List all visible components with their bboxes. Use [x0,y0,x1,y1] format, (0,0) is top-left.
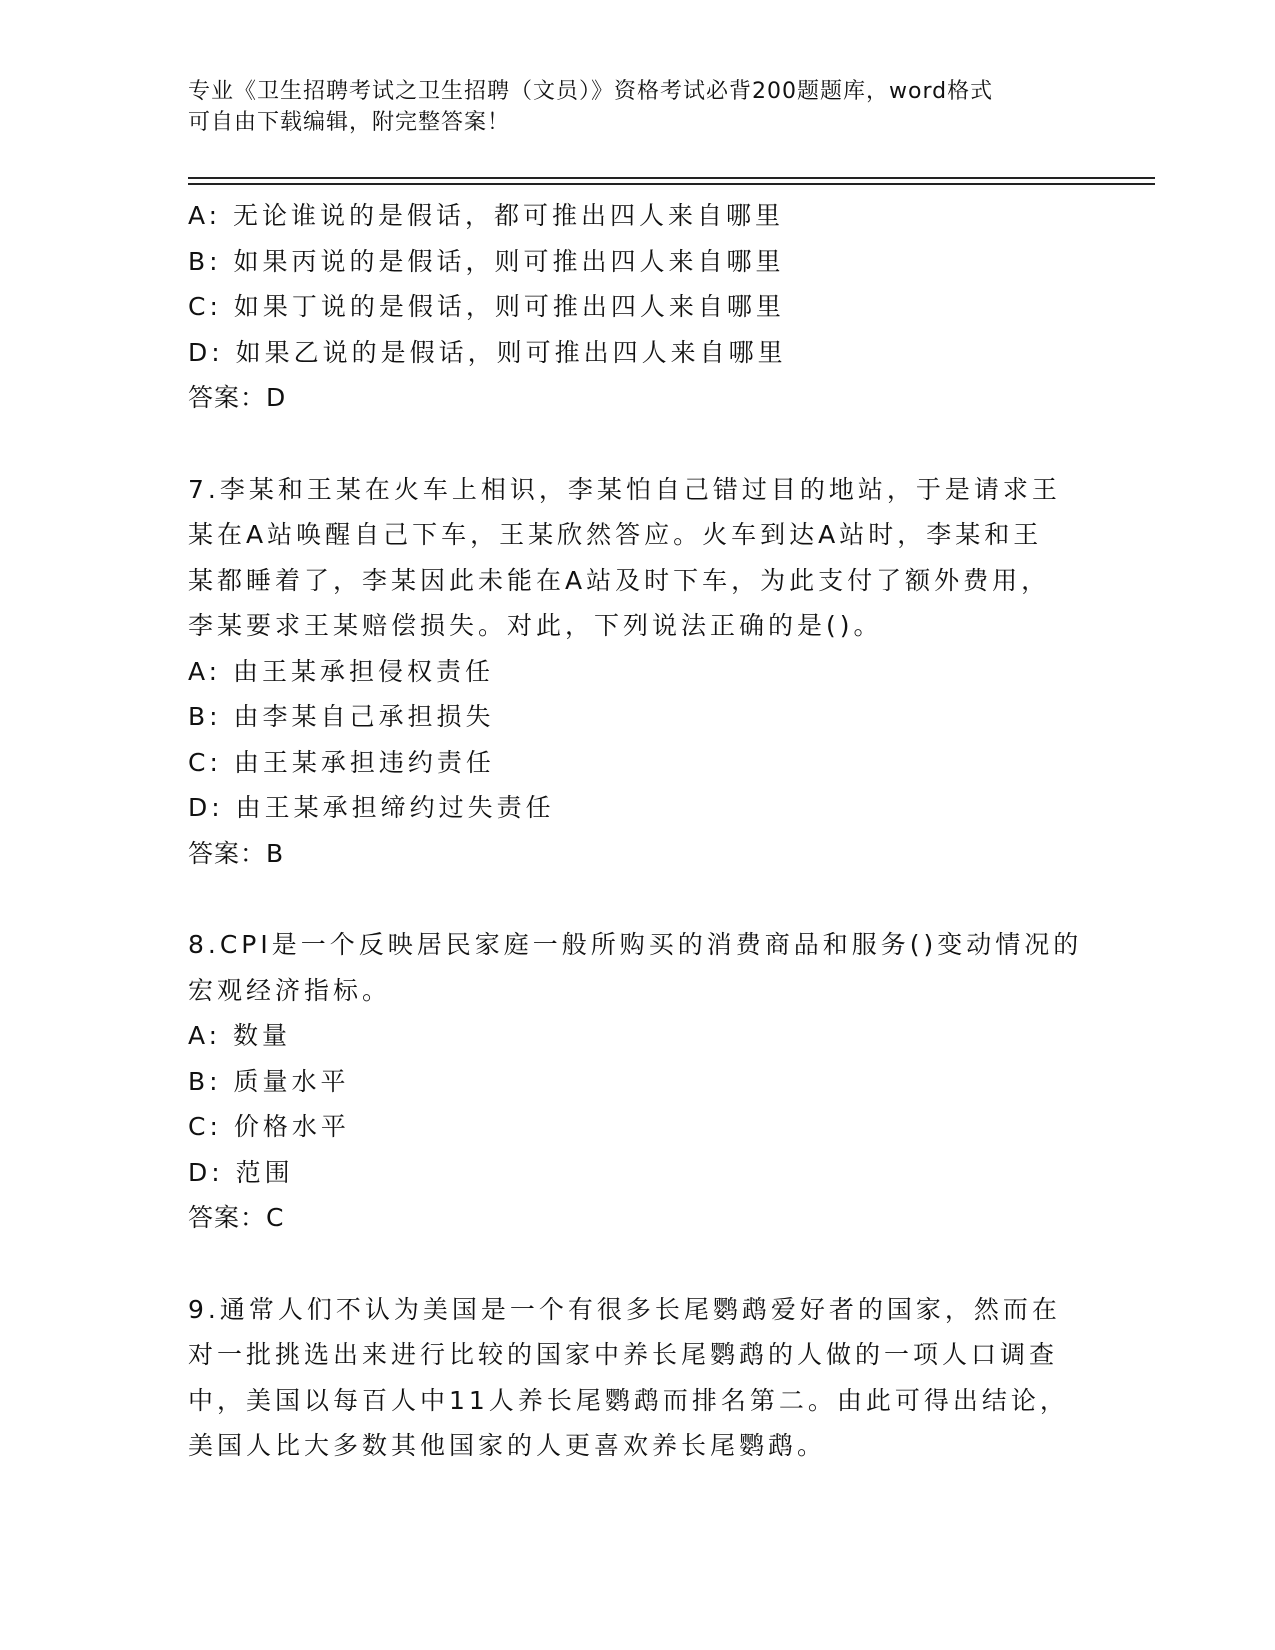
option-c: C: 如果丁说的是假话，则可推出四人来自哪里 [188,292,785,321]
question-9-block [188,1287,1088,1469]
answer-line: 答案：C [188,1203,285,1232]
answer-line: 答案：D [188,383,287,412]
previous-question-block [188,193,1088,421]
header-divider-bottom [188,183,1155,185]
header-divider-top [188,177,1155,179]
option-d: D: 范围 [188,1157,294,1187]
question-stem: 8.CPI是一个反映居民家庭一般所购买的消费商品和服务()变动情况的 宏观经济指标。 [188,930,1083,1005]
option-a: A: 由王某承担侵权责任 [188,656,495,686]
question-stem: 9.通常人们不认为美国是一个有很多长尾鹦鹉爱好者的国家，然而在 对一批挑选出来进行比较的国家中养长尾鹦鹉的人做的一项人口调查 中，美国以每百人中11人养长尾鹦鹉而排名第二。由此可得出结论， 美国人比大多数其他国家的人更喜欢养长尾鹦鹉。 [188,1294,1069,1460]
question-8-block [188,922,1088,1241]
document-content [188,193,1088,1469]
question-7-block [188,467,1088,877]
answer-line: 答案：B [188,838,285,868]
option-c: C: 价格水平 [188,1112,350,1141]
option-c: C: 由王某承担违约责任 [188,747,495,777]
question-stem: 7.李某和王某在火车上相识，李某怕自己错过目的地站，于是请求王 某在A站唤醒自己下车，王某欣然答应。火车到达A站时，李某和王 某都睡着了，李某因此未能在A站及时下车，为此支付了额外费用， 李某要求王某赔偿损失。对此，下列说法正确的是()。 [188,474,1061,640]
document-header-title: 专业《卫生招聘考试之卫生招聘（文员）》资格考试必背200题题库，word格式 可自由下载编辑，附完整答案！ [188,79,994,135]
option-d: D: 由王某承担缔约过失责任 [188,793,555,822]
option-b: B: 如果丙说的是假话，则可推出四人来自哪里 [188,246,785,276]
option-b: B: 质量水平 [188,1066,350,1096]
option-b: B: 由李某自己承担损失 [188,702,495,731]
option-a: A: 数量 [188,1021,292,1050]
option-a: A: 无论谁说的是假话，都可推出四人来自哪里 [188,201,785,230]
option-d: D: 如果乙说的是假话，则可推出四人来自哪里 [188,337,787,367]
